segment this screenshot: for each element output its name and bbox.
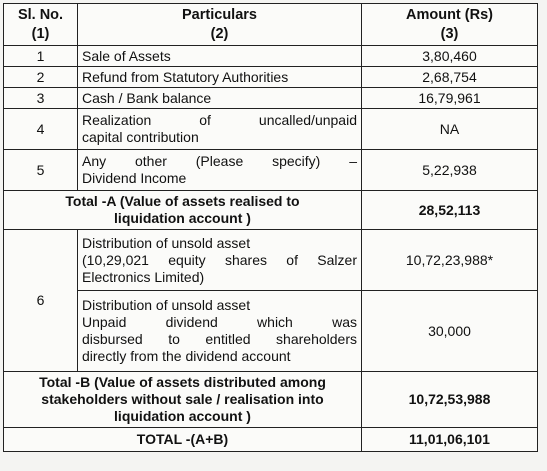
table-row: [4, 67, 538, 88]
amount-cell: NA: [362, 109, 538, 150]
amount-cell: 5,22,938: [362, 150, 538, 191]
sl-no-cell: 6: [4, 230, 78, 372]
total-a-amount: 28,52,113: [362, 191, 538, 230]
amount-cell: 30,000: [362, 291, 538, 372]
table-row: [4, 291, 538, 372]
particulars-cell: [78, 150, 362, 191]
particulars-cell: Refund from Statutory Authorities: [78, 67, 362, 88]
total-b-label: Total -B (Value of assets distributed among stakeholders without sale / realisation into liquidation account ): [4, 372, 362, 428]
particulars-cell: [78, 109, 362, 150]
particulars-line: Dividend Income: [82, 170, 187, 186]
particulars-cell: Sale of Assets: [78, 46, 362, 67]
table-row: [4, 109, 538, 150]
assets-table: [3, 3, 538, 452]
particulars-line: capital contribution: [82, 129, 199, 145]
total-b-amount: 10,72,53,988: [362, 372, 538, 428]
table-row: [4, 230, 538, 291]
particulars-line: Realization of uncalled/unpaid: [82, 112, 357, 128]
header-particulars: Particulars (2): [78, 4, 362, 46]
sl-no-cell: 5: [4, 150, 78, 191]
sl-no-cell: 2: [4, 67, 78, 88]
header-sl-no: Sl. No. (1): [4, 4, 78, 46]
amount-cell: 3,80,460: [362, 46, 538, 67]
table-row: [4, 88, 538, 109]
header-row: [4, 4, 538, 46]
amount-cell: 16,79,961: [362, 88, 538, 109]
table-row: [4, 150, 538, 191]
sl-no-cell: 1: [4, 46, 78, 67]
particulars-cell: Distribution of unsold asset Unpaid dividend which was disbursed to entitled shareholders directly from the dividend account: [78, 291, 362, 372]
header-amount: Amount (Rs) (3): [362, 4, 538, 46]
particulars-cell: Cash / Bank balance: [78, 88, 362, 109]
table-row: [4, 46, 538, 67]
grand-total-amount: 11,01,06,101: [362, 428, 538, 452]
sl-no-cell: 4: [4, 109, 78, 150]
liquidation-table-container: [3, 3, 538, 452]
sl-no-cell: 3: [4, 88, 78, 109]
particulars-line: Any other (Please specify) –: [82, 153, 357, 169]
amount-cell: 2,68,754: [362, 67, 538, 88]
grand-total-row: [4, 428, 538, 452]
total-a-label: Total -A (Value of assets realised to liquidation account ): [4, 191, 362, 230]
total-b-row: [4, 372, 538, 428]
grand-total-label: TOTAL -(A+B): [4, 428, 362, 452]
total-a-row: [4, 191, 538, 230]
particulars-cell: Distribution of unsold asset (10,29,021 equity shares of Salzer Electronics Limited): [78, 230, 362, 291]
amount-cell: 10,72,23,988*: [362, 230, 538, 291]
